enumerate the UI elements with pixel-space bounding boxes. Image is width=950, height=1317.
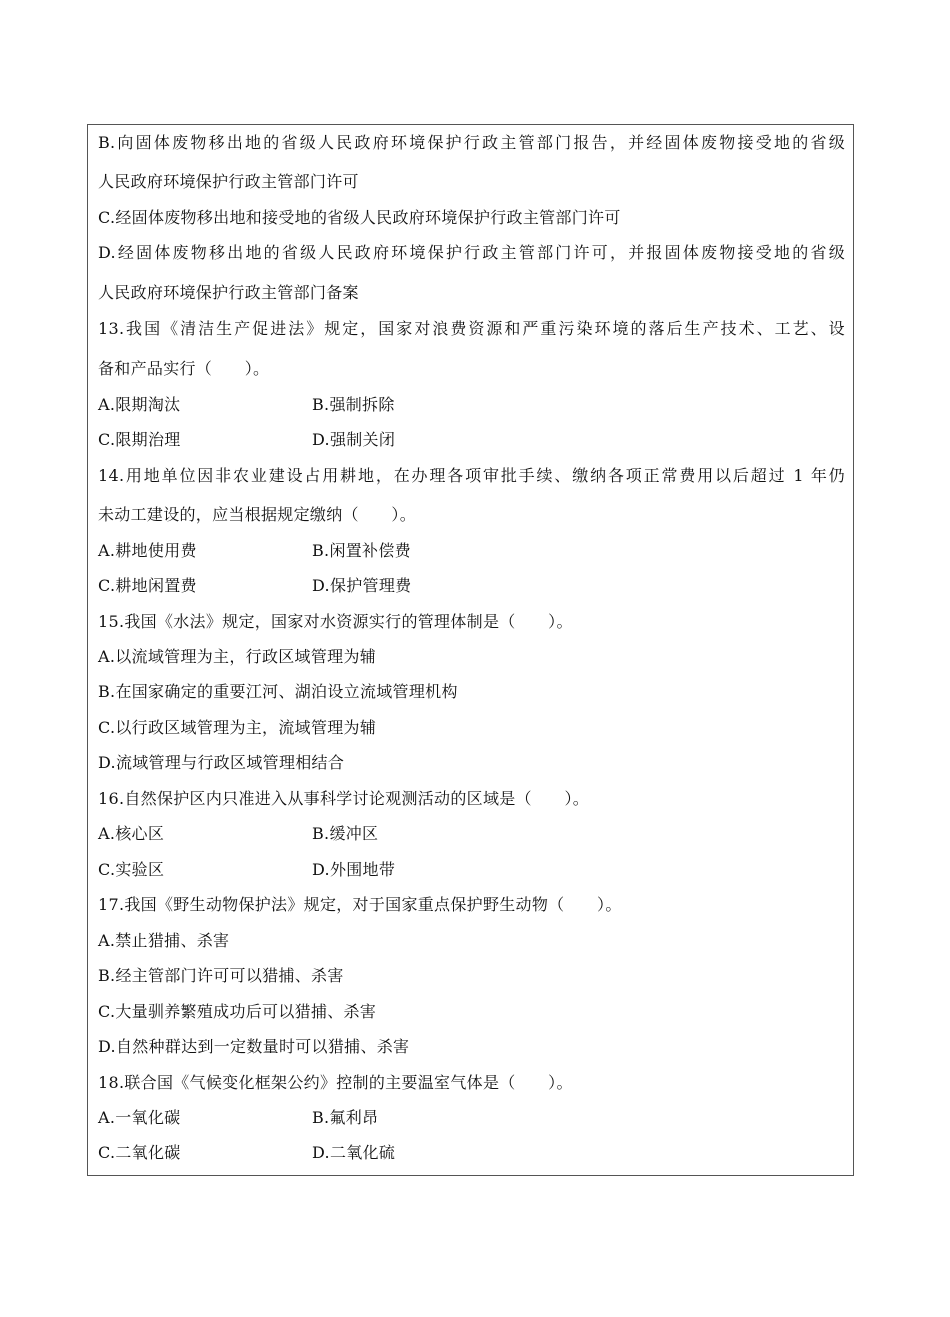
q17-option-a: A.禁止猎捕、杀害 bbox=[98, 931, 230, 950]
q16-option-c: C.实验区 bbox=[98, 860, 165, 879]
q13-option-d: D.强制关闭 bbox=[312, 430, 396, 449]
q16-option-a: A.核心区 bbox=[98, 824, 165, 843]
q14-option-d: D.保护管理费 bbox=[312, 576, 412, 595]
q13-option-c: C.限期治理 bbox=[98, 430, 181, 449]
q16-stem: 16.自然保护区内只准进入从事科学讨论观测活动的区域是（ ）。 bbox=[98, 789, 590, 808]
q14-option-a: A.耕地使用费 bbox=[98, 541, 197, 560]
q14-option-b: B.闲置补偿费 bbox=[312, 541, 411, 560]
q12-option-c: C.经固体废物移出地和接受地的省级人民政府环境保护行政主管部门许可 bbox=[98, 208, 621, 227]
q12-option-b-line1: B.向固体废物移出地的省级人民政府环境保护行政主管部门报告，并经固体废物接受地的省级 bbox=[98, 133, 845, 152]
q16-option-b: B.缓冲区 bbox=[312, 824, 379, 843]
q14-option-c: C.耕地闲置费 bbox=[98, 576, 197, 595]
q12-option-d-line2: 人民政府环境保护行政主管部门备案 bbox=[98, 283, 359, 302]
q15-option-c: C.以行政区域管理为主，流域管理为辅 bbox=[98, 718, 377, 737]
q18-option-a: A.一氧化碳 bbox=[98, 1108, 181, 1127]
q13-option-b: B.强制拆除 bbox=[312, 395, 395, 414]
q17-option-d: D.自然种群达到一定数量时可以猎捕、杀害 bbox=[98, 1037, 410, 1056]
q15-option-a: A.以流域管理为主，行政区域管理为辅 bbox=[98, 647, 377, 666]
q18-stem: 18.联合国《气候变化框架公约》控制的主要温室气体是（ ）。 bbox=[98, 1073, 573, 1092]
q15-option-b: B.在国家确定的重要江河、湖泊设立流域管理机构 bbox=[98, 682, 458, 701]
q15-stem: 15.我国《水法》规定，国家对水资源实行的管理体制是（ ）。 bbox=[98, 612, 573, 631]
q13-stem-line2: 备和产品实行（ ）。 bbox=[98, 359, 270, 378]
q12-option-b-line2: 人民政府环境保护行政主管部门许可 bbox=[98, 172, 359, 191]
q16-option-d: D.外围地带 bbox=[312, 860, 396, 879]
q13-stem-line1: 13.我国《清洁生产促进法》规定，国家对浪费资源和严重污染环境的落后生产技术、工艺、设 bbox=[98, 319, 845, 338]
q17-option-c: C.大量驯养繁殖成功后可以猎捕、杀害 bbox=[98, 1002, 377, 1021]
q13-option-a: A.限期淘汰 bbox=[98, 395, 181, 414]
q14-stem-line2: 未动工建设的，应当根据规定缴纳（ ）。 bbox=[98, 505, 417, 524]
q15-option-d: D.流域管理与行政区域管理相结合 bbox=[98, 753, 345, 772]
q17-option-b: B.经主管部门许可可以猎捕、杀害 bbox=[98, 966, 344, 985]
q18-option-c: C.二氧化碳 bbox=[98, 1143, 181, 1162]
question-box bbox=[87, 124, 854, 1176]
q18-option-b: B.氟利昂 bbox=[312, 1108, 379, 1127]
q12-option-d-line1: D.经固体废物移出地的省级人民政府环境保护行政主管部门许可，并报固体废物接受地的省级 bbox=[98, 243, 845, 262]
q18-option-d: D.二氧化硫 bbox=[312, 1143, 396, 1162]
q17-stem: 17.我国《野生动物保护法》规定，对于国家重点保护野生动物（ ）。 bbox=[98, 895, 622, 914]
q14-stem-line1: 14.用地单位因非农业建设占用耕地，在办理各项审批手续、缴纳各项正常费用以后超过 1 年仍 bbox=[98, 466, 845, 485]
